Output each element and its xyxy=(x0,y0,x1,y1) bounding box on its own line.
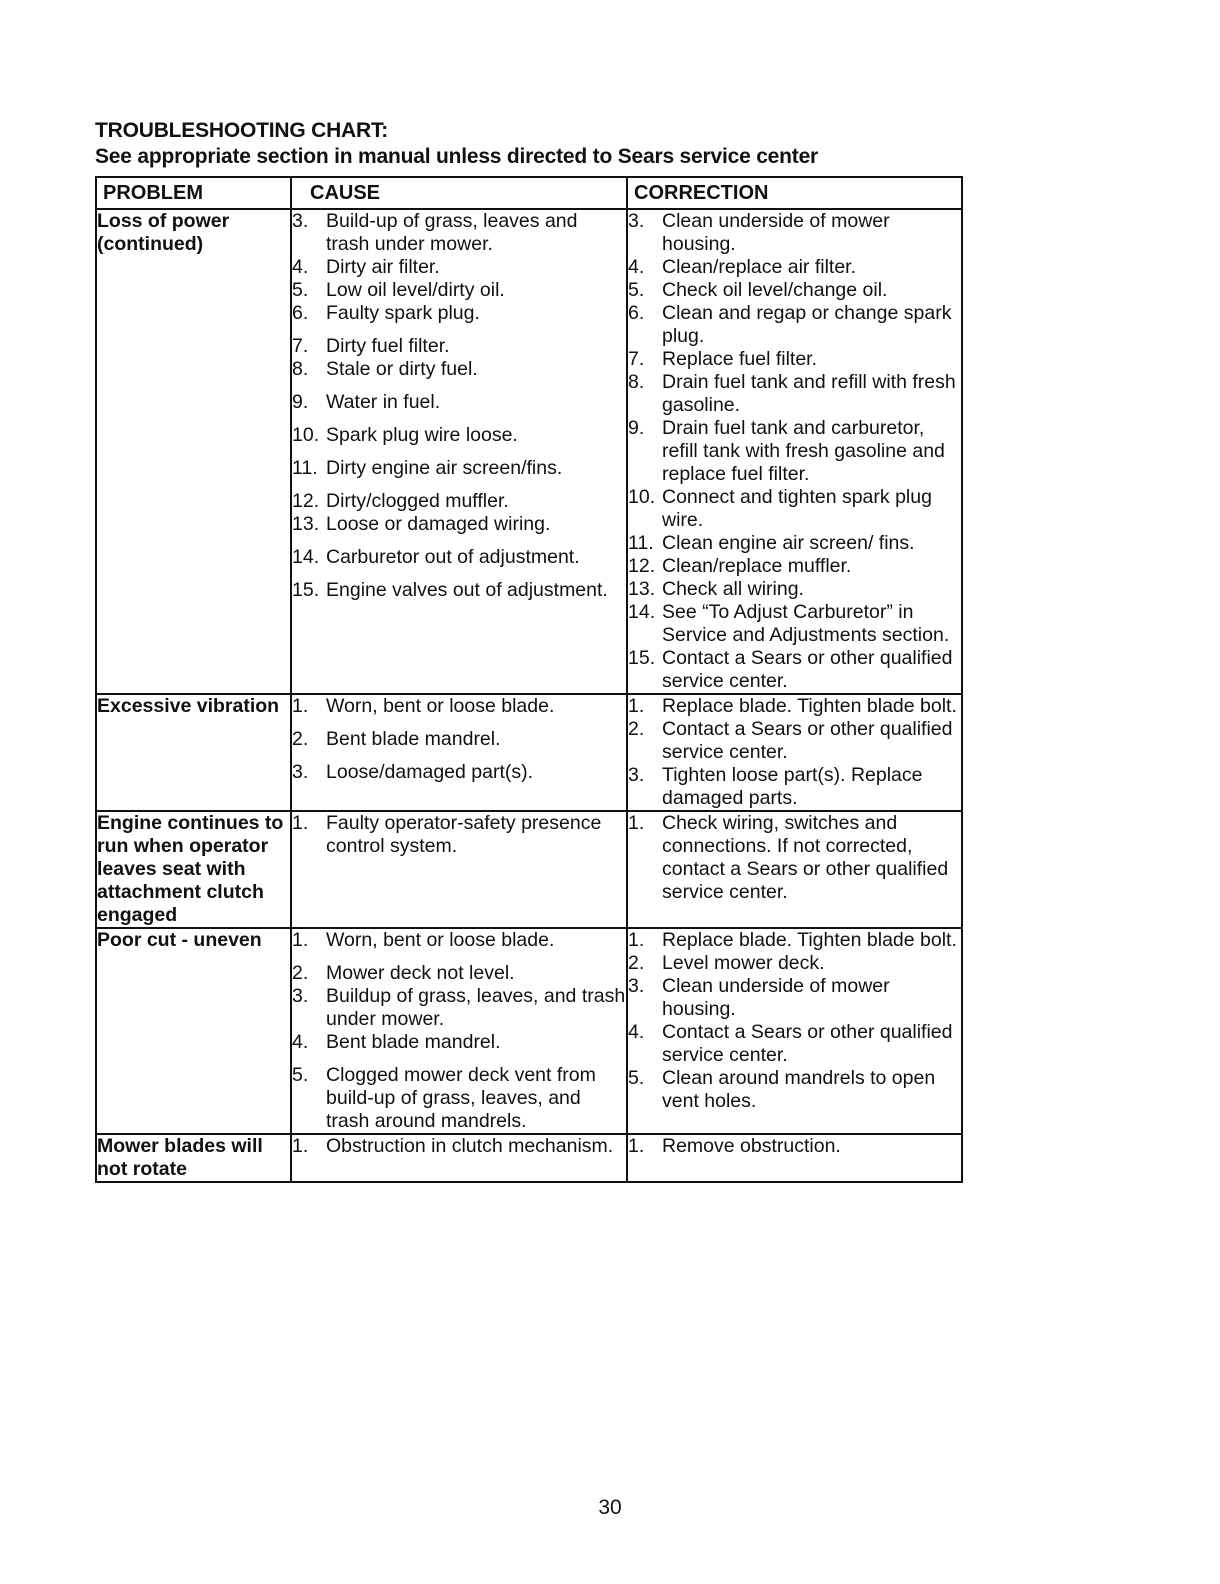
correction-item xyxy=(628,578,961,601)
item-number: 15. xyxy=(292,579,320,601)
item-text: Clean around mandrels to open vent holes. xyxy=(662,1067,936,1112)
item-text: Dirty/clogged muffler. xyxy=(326,490,509,512)
item-text: Faulty spark plug. xyxy=(326,302,480,324)
chart-heading xyxy=(95,118,818,170)
cause-item xyxy=(292,424,626,447)
cause-item xyxy=(292,210,626,256)
correction-item xyxy=(628,1067,961,1113)
item-text: Remove obstruction. xyxy=(662,1135,841,1157)
cause-cell xyxy=(291,209,627,694)
cause-item xyxy=(292,513,626,536)
item-number: 3. xyxy=(292,210,309,232)
item-number: 8. xyxy=(628,371,645,393)
correction-item xyxy=(628,695,961,718)
cause-item xyxy=(292,812,626,858)
cause-cell xyxy=(291,694,627,811)
correction-item xyxy=(628,718,961,764)
correction-item xyxy=(628,601,961,647)
item-number: 2. xyxy=(292,728,309,750)
item-number: 8. xyxy=(292,358,309,380)
item-text: Contact a Sears or other qualified service center. xyxy=(662,1021,953,1066)
item-text: Water in fuel. xyxy=(326,391,441,413)
cause-item xyxy=(292,929,626,952)
correction-item xyxy=(628,929,961,952)
cause-cell xyxy=(291,1134,627,1182)
item-number: 3. xyxy=(628,975,645,997)
cause-item xyxy=(292,358,626,381)
item-number: 3. xyxy=(628,210,645,232)
correction-item xyxy=(628,952,961,975)
cause-cell xyxy=(291,811,627,928)
table-row xyxy=(96,928,962,1134)
correction-cell xyxy=(627,694,962,811)
item-number: 7. xyxy=(292,335,309,357)
item-number: 3. xyxy=(628,764,645,786)
item-number: 5. xyxy=(628,279,645,301)
item-number: 2. xyxy=(628,718,645,740)
item-number: 4. xyxy=(292,1031,309,1053)
item-number: 1. xyxy=(628,695,645,717)
item-number: 10. xyxy=(292,424,320,446)
item-number: 14. xyxy=(292,546,320,568)
header-cause: CAUSE xyxy=(291,177,627,209)
item-text: Clean engine air screen/ fins. xyxy=(662,532,915,554)
correction-item xyxy=(628,348,961,371)
item-number: 12. xyxy=(628,555,656,577)
table-row xyxy=(96,209,962,694)
item-number: 1. xyxy=(292,1135,309,1157)
item-text: Replace blade. Tighten blade bolt. xyxy=(662,929,957,951)
item-text: Obstruction in clutch mechanism. xyxy=(326,1135,614,1157)
chart-subtitle: See appropriate section in manual unless directed to Sears service center xyxy=(95,145,819,168)
cause-item xyxy=(292,728,626,751)
cause-item xyxy=(292,761,626,784)
item-number: 5. xyxy=(292,279,309,301)
item-text: Level mower deck. xyxy=(662,952,825,974)
item-text: Replace fuel filter. xyxy=(662,348,818,370)
correction-item xyxy=(628,210,961,256)
item-text: Bent blade mandrel. xyxy=(326,728,501,750)
correction-item xyxy=(628,486,961,532)
correction-item xyxy=(628,302,961,348)
cause-item xyxy=(292,1135,626,1158)
cause-item xyxy=(292,490,626,513)
item-text: Contact a Sears or other qualified service center. xyxy=(662,718,953,763)
cause-item xyxy=(292,279,626,302)
correction-item xyxy=(628,555,961,578)
cause-item xyxy=(292,695,626,718)
problem-cell: Engine continues to run when operator leaves seat with attachment clutch engaged xyxy=(96,811,291,928)
item-number: 5. xyxy=(292,1064,309,1086)
item-number: 6. xyxy=(292,302,309,324)
item-number: 1. xyxy=(292,812,309,834)
item-number: 11. xyxy=(628,532,654,554)
item-number: 13. xyxy=(292,513,320,535)
item-text: Worn, bent or loose blade. xyxy=(326,695,555,717)
item-number: 4. xyxy=(292,256,309,278)
item-number: 1. xyxy=(628,1135,645,1157)
item-text: Dirty fuel filter. xyxy=(326,335,450,357)
correction-cell xyxy=(627,811,962,928)
item-text: Connect and tighten spark plug wire. xyxy=(662,486,932,531)
item-number: 15. xyxy=(628,647,656,669)
cause-cell xyxy=(291,928,627,1134)
item-text: Clean/replace air filter. xyxy=(662,256,857,278)
item-number: 2. xyxy=(292,962,309,984)
item-number: 13. xyxy=(628,578,656,600)
table-row xyxy=(96,811,962,928)
cause-item xyxy=(292,335,626,358)
item-number: 10. xyxy=(628,486,656,508)
item-text: Clean and regap or change spark plug. xyxy=(662,302,952,347)
item-number: 9. xyxy=(292,391,309,413)
item-text: Drain fuel tank and carburetor, refill tank with fresh gasoline and replace fuel filter. xyxy=(662,417,945,485)
cause-item xyxy=(292,256,626,279)
item-text: Loose or damaged wiring. xyxy=(326,513,551,535)
correction-item xyxy=(628,256,961,279)
item-text: Check oil level/change oil. xyxy=(662,279,888,301)
item-number: 9. xyxy=(628,417,645,439)
table-row xyxy=(96,694,962,811)
item-number: 3. xyxy=(292,985,309,1007)
item-number: 7. xyxy=(628,348,645,370)
item-number: 1. xyxy=(628,929,645,951)
item-text: Carburetor out of adjustment. xyxy=(326,546,580,568)
item-text: Worn, bent or loose blade. xyxy=(326,929,555,951)
item-text: Contact a Sears or other qualified service center. xyxy=(662,647,953,692)
problem-cell: Poor cut - uneven xyxy=(96,928,291,1134)
correction-cell xyxy=(627,1134,962,1182)
cause-item xyxy=(292,391,626,414)
correction-item xyxy=(628,764,961,810)
item-text: Clean underside of mower housing. xyxy=(662,975,890,1020)
cause-item xyxy=(292,457,626,480)
item-text: Loose/damaged part(s). xyxy=(326,761,534,783)
item-text: Engine valves out of adjustment. xyxy=(326,579,608,601)
item-text: See “To Adjust Carburetor” in Service and Adjustments section. xyxy=(662,601,950,646)
item-text: Check all wiring. xyxy=(662,578,804,600)
item-number: 4. xyxy=(628,256,645,278)
cause-item xyxy=(292,962,626,985)
item-number: 14. xyxy=(628,601,656,623)
item-number: 2. xyxy=(628,952,645,974)
correction-item xyxy=(628,532,961,555)
correction-item xyxy=(628,279,961,302)
item-text: Clogged mower deck vent from build-up of grass, leaves, and trash around mandrels. xyxy=(326,1064,596,1132)
item-text: Stale or dirty fuel. xyxy=(326,358,478,380)
item-number: 1. xyxy=(628,812,645,834)
correction-cell xyxy=(627,209,962,694)
problem-cell: Loss of power (continued) xyxy=(96,209,291,694)
item-text: Clean/replace muffler. xyxy=(662,555,852,577)
item-text: Build-up of grass, leaves and trash under mower. xyxy=(326,210,578,255)
item-text: Mower deck not level. xyxy=(326,962,515,984)
cause-item xyxy=(292,1064,626,1133)
item-text: Low oil level/dirty oil. xyxy=(326,279,505,301)
item-number: 6. xyxy=(628,302,645,324)
header-correction: CORRECTION xyxy=(627,177,962,209)
header-problem: PROBLEM xyxy=(96,177,291,209)
correction-item xyxy=(628,1021,961,1067)
correction-cell xyxy=(627,928,962,1134)
item-text: Bent blade mandrel. xyxy=(326,1031,501,1053)
table-row xyxy=(96,1134,962,1182)
cause-item xyxy=(292,302,626,325)
item-text: Dirty engine air screen/fins. xyxy=(326,457,563,479)
troubleshooting-table xyxy=(95,176,963,1183)
correction-item xyxy=(628,371,961,417)
item-number: 3. xyxy=(292,761,309,783)
item-text: Faulty operator-safety presence control system. xyxy=(326,812,602,857)
correction-item xyxy=(628,417,961,486)
correction-item xyxy=(628,975,961,1021)
item-text: Clean underside of mower housing. xyxy=(662,210,890,255)
correction-item xyxy=(628,812,961,904)
item-number: 1. xyxy=(292,929,309,951)
item-number: 4. xyxy=(628,1021,645,1043)
item-text: Dirty air filter. xyxy=(326,256,440,278)
item-number: 11. xyxy=(292,457,318,479)
item-text: Replace blade. Tighten blade bolt. xyxy=(662,695,957,717)
item-number: 1. xyxy=(292,695,309,717)
item-number: 5. xyxy=(628,1067,645,1089)
cause-item xyxy=(292,546,626,569)
item-text: Check wiring, switches and connections. If not corrected, contact a Sears or other qualified service center. xyxy=(662,812,949,903)
item-text: Buildup of grass, leaves, and trash under mower. xyxy=(326,985,626,1030)
cause-item xyxy=(292,985,626,1031)
chart-title: TROUBLESHOOTING CHART: xyxy=(95,119,389,142)
correction-item xyxy=(628,1135,961,1158)
table-header-row xyxy=(96,177,962,209)
problem-cell: Mower blades will not rotate xyxy=(96,1134,291,1182)
page-number: 30 xyxy=(598,1496,622,1519)
correction-item xyxy=(628,647,961,693)
item-text: Tighten loose part(s). Replace damaged parts. xyxy=(662,764,923,809)
item-number: 12. xyxy=(292,490,320,512)
item-text: Drain fuel tank and refill with fresh gasoline. xyxy=(662,371,956,416)
item-text: Spark plug wire loose. xyxy=(326,424,518,446)
cause-item xyxy=(292,579,626,602)
problem-cell: Excessive vibration xyxy=(96,694,291,811)
cause-item xyxy=(292,1031,626,1054)
